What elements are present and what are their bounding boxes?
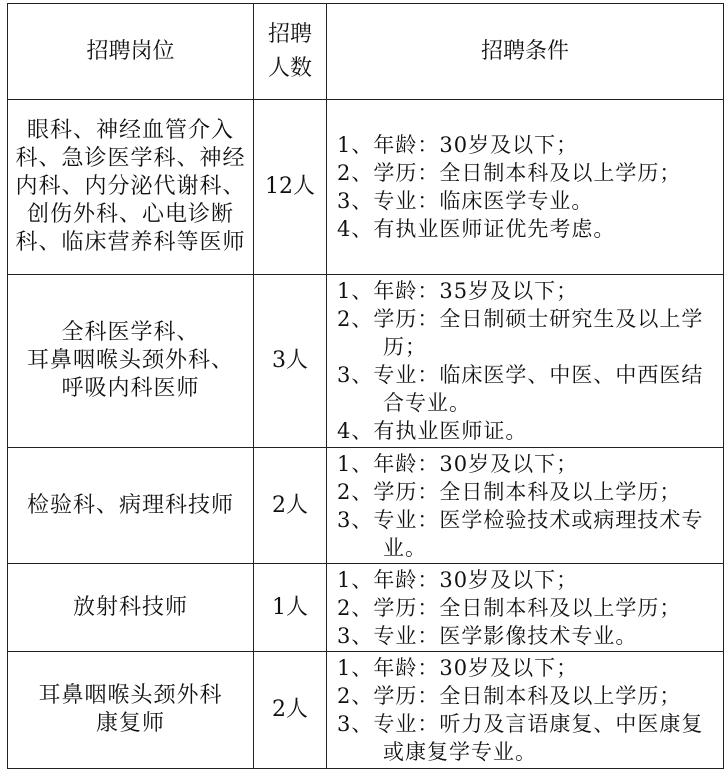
- position-cell: [8, 652, 254, 769]
- header-count-line1: 招聘: [267, 21, 312, 47]
- count-cell: 3人: [254, 275, 327, 448]
- condition-item: 3、专业：临床医学专业。: [337, 189, 594, 213]
- conditions-cell: [327, 652, 724, 769]
- conditions-cell: [327, 564, 724, 652]
- condition-item: 1、年龄：30岁及以下；: [337, 656, 579, 680]
- count-cell: 12人: [254, 100, 327, 275]
- condition-item: 2、学历：全日制本科及以上学历；: [337, 595, 682, 620]
- condition-item: 2、学历：全日制本科及以上学历；: [337, 161, 682, 185]
- condition-item: 4、有执业医师证优先考虑。: [337, 217, 616, 241]
- header-row: [8, 4, 724, 100]
- condition-item: 2、学历：全日制本科及以上学历；: [337, 684, 682, 708]
- table-row: [8, 275, 724, 448]
- position-text: 全科医学科、 耳鼻咽喉头颈外科、 呼吸内科医师: [26, 320, 234, 401]
- header-position: 招聘岗位: [8, 4, 254, 100]
- condition-item: 4、有执业医师证。: [337, 419, 528, 443]
- table-row: [8, 652, 724, 769]
- header-count-line2: 人数: [267, 55, 312, 81]
- position-cell: [8, 275, 254, 448]
- header-conditions: 招聘条件: [327, 4, 724, 100]
- condition-item: 1、年龄：30岁及以下；: [337, 451, 579, 476]
- table-row: [8, 448, 724, 564]
- position-text: 检验科、病理科技师: [26, 492, 234, 518]
- position-cell: [8, 564, 254, 652]
- condition-item: 3、专业：医学影像技术专业。: [337, 623, 638, 648]
- condition-item: 3、专业：听力及言语康复、中医康复或康复学专业。: [337, 712, 704, 764]
- condition-item: 2、学历：全日制本科及以上学历；: [337, 479, 682, 504]
- condition-item: 2、学历：全日制硕士研究生及以上学历；: [337, 307, 704, 359]
- position-text: 放射科技师: [72, 594, 188, 620]
- position-text: 眼科、神经血管介入科、急诊医学科、神经内科、内分泌代谢科、创伤外科、心电诊断科、临床营养科等医师: [15, 118, 246, 255]
- condition-item: 3、专业：临床医学、中医、中西医结合专业。: [337, 363, 704, 415]
- conditions-cell: [327, 448, 724, 564]
- recruitment-table: [7, 3, 724, 769]
- count-cell: 1人: [254, 564, 327, 652]
- conditions-cell: [327, 100, 724, 275]
- table-row: [8, 564, 724, 652]
- conditions-cell: [327, 275, 724, 448]
- table-row: [8, 100, 724, 275]
- position-cell: [8, 448, 254, 564]
- count-cell: 2人: [254, 652, 327, 769]
- position-text: 耳鼻咽喉头颈外科 康复师: [38, 683, 223, 736]
- condition-item: 1、年龄：35岁及以下；: [337, 279, 579, 303]
- position-cell: [8, 100, 254, 275]
- condition-item: 1、年龄：30岁及以下；: [337, 133, 579, 157]
- condition-item: 1、年龄：30岁及以下；: [337, 567, 579, 592]
- condition-item: 3、专业：医学检验技术或病理技术专业。: [337, 507, 704, 560]
- count-cell: 2人: [254, 448, 327, 564]
- header-count: [254, 4, 327, 100]
